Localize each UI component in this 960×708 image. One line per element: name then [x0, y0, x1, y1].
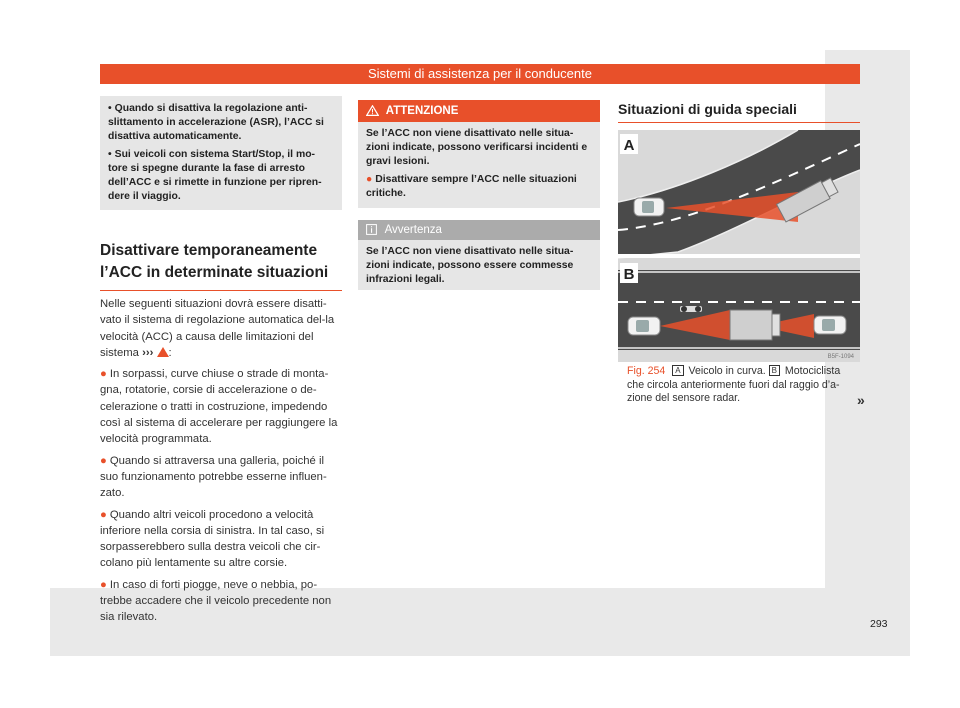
note-item: • Quando si disattiva la regolazione anti-slittamento in accelerazione (ASR), l’ACC si disattiva automaticamente.: [108, 103, 324, 142]
advice-box: [358, 220, 600, 290]
advice-header: Avvertenza: [358, 220, 600, 240]
attention-header: ATTENZIONE: [358, 100, 600, 122]
warning-triangle-icon: [157, 347, 169, 357]
panel-b-label: B: [623, 266, 635, 283]
list-item: ● Quando altri veicoli procedono a velocità inferiore nella corsia di sinistra. In tal caso, si sorpasserebbero sulla destra veicoli che cir-colano più lentamente su altre corsie.: [100, 508, 325, 570]
page-number: 293: [870, 618, 888, 630]
panel-a-label: A: [623, 137, 635, 154]
continue-marker: »: [857, 392, 865, 408]
bullet-icon: ●: [100, 508, 107, 521]
section-title: Disattivare temporaneamente l’ACC in determinate situazioni: [100, 240, 342, 291]
list-item: ● In caso di forti piogge, neve o nebbia, po-trebbe accadere che il veicolo precedente non sia rilevato.: [100, 578, 332, 624]
note-box: [100, 96, 342, 210]
figure-code: B5F-1094: [827, 354, 854, 360]
driving-situations-illustration: [618, 130, 860, 362]
special-situations-title: Situazioni di guida speciali: [618, 98, 860, 123]
list-item: ● Quando si attraversa una galleria, poiché il suo funzionamento potrebbe esserne influen-zato.: [100, 454, 327, 500]
figure-caption: Fig. 254 A Veicolo in curva. B Motociclista che circola anteriormente fuori dal raggio d’a-zione del sensore radar.: [627, 365, 841, 404]
bullet-icon: ●: [100, 578, 107, 591]
label-b-box: B: [769, 365, 780, 376]
section-intro: Nelle seguenti situazioni dovrà essere disatti-vato il sistema di regolazione automatica del-la velocità (ACC) a causa delle limitazioni del sistema ››› :: [100, 298, 335, 359]
chapter-header: Sistemi di assistenza per il conducente: [100, 64, 860, 84]
warning-triangle-icon: [366, 105, 379, 116]
bullet-icon: •: [108, 103, 112, 114]
attention-item: ● Disattivare sempre l’ACC nelle situazioni critiche.: [366, 174, 577, 199]
attention-text: Se l’ACC non viene disattivato nelle situa-zioni indicate, possono verificarsi incidenti e gravi lesioni.: [366, 128, 588, 167]
figure-label: Fig. 254: [627, 365, 666, 377]
advice-text: Se l’ACC non viene disattivato nelle situa-zioni indicate, possono essere commesse infrazioni legali.: [366, 246, 574, 285]
note-item: • Sui veicoli con sistema Start/Stop, il mo-tore si spegne durante la fase di arresto dell’ACC e si rimette in funzione per ripren-dere il viaggio.: [108, 149, 322, 202]
figure-254: [618, 130, 860, 362]
attention-box: [358, 100, 600, 208]
cross-reference-link[interactable]: ›››: [142, 346, 154, 359]
section-body: [100, 296, 342, 631]
list-item: ● In sorpassi, curve chiuse o strade di monta-gna, rotatorie, corsie di accelerazione o de-celerazione o tratti in costruzione, impedendo così al sistema di accelerare per raggiungere la velocità programmata.: [100, 368, 338, 446]
truck-icon: [730, 310, 772, 340]
bullet-icon: •: [108, 149, 112, 160]
bullet-icon: ●: [100, 454, 107, 467]
bullet-icon: ●: [366, 174, 373, 185]
info-icon: [366, 224, 377, 235]
bullet-icon: ●: [100, 368, 107, 381]
motorcycle-icon: [680, 306, 702, 312]
label-a-box: A: [672, 365, 683, 376]
